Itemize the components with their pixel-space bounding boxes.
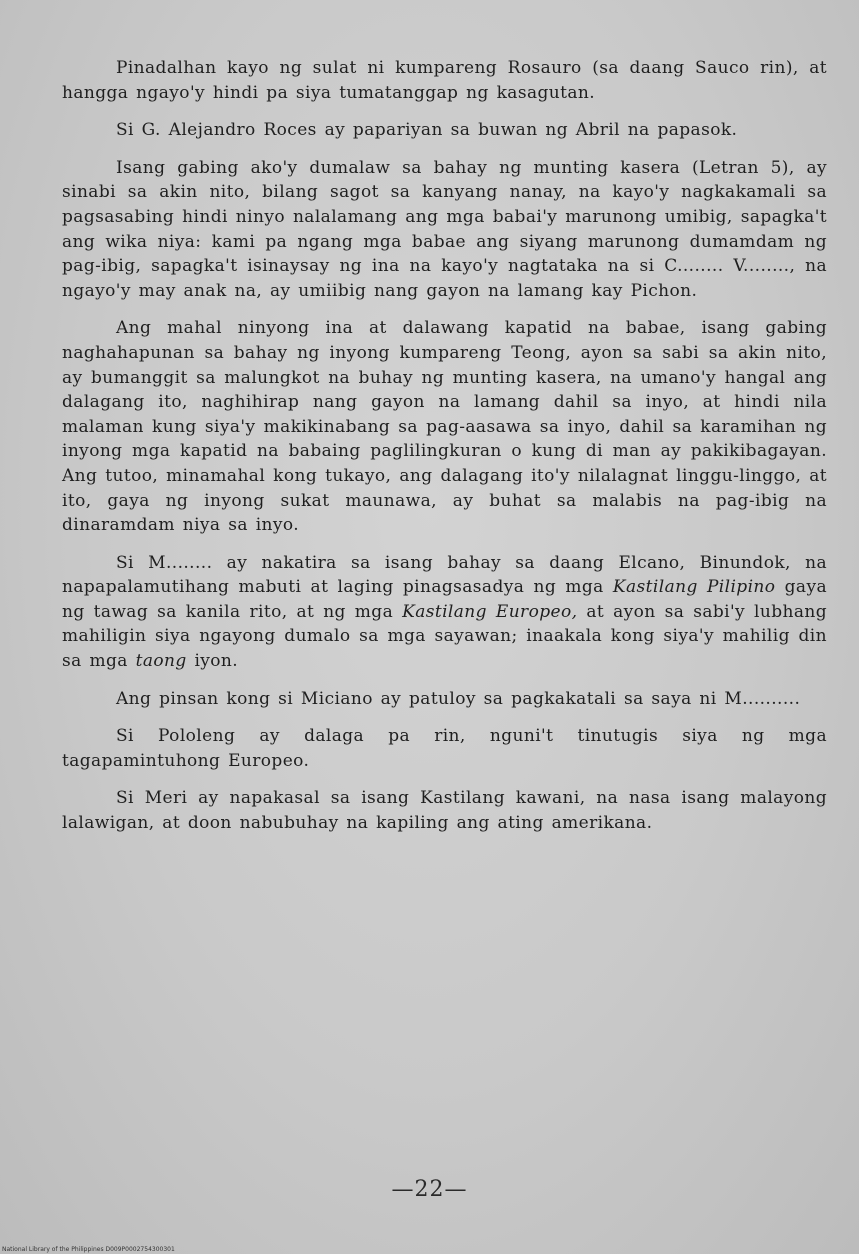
- text-segment: iyon.: [186, 651, 239, 672]
- footer-credit: National Library of the Philippines D009P0002754300301: [2, 1246, 175, 1253]
- paragraph: [62, 56, 827, 105]
- italic-text-segment: Kastilang Europeo,: [402, 601, 578, 622]
- text-segment: Ang pinsan kong si Miciano ay patuloy sa pagkakatali sa saya ni M..........: [116, 688, 801, 709]
- italic-text-segment: taong: [135, 651, 187, 672]
- page-number: —22—: [391, 1177, 468, 1202]
- paragraph: [62, 786, 827, 835]
- text-segment: Ang mahal ninyong ina at dalawang kapatid na babae, isang gabing naghahapunan sa bahay ng inyong kumpareng Teong, ayon sa sabi sa akin nito, ay bumanggit sa malungkot na buhay ng munting kasera, na umano'y hangal ang dalagang ito, naghihirap nang gayon na lamang dahil sa inyo, at hindi nila malaman kung siya'y makikinabang sa pag-aasawa sa inyo, dahil sa karamihan ng inyong mga kapatid na babaing paglilingkuran o kung di man ay pakikibagayan. Ang tutoo, minamahal kong tukayo, ang dalagang ito'y nilalagnat linggu-linggo, at ito, gaya ng inyong sukat maunawa, ay buhat sa malabis na pag-ibig na dinaramdam niya sa inyo.: [62, 318, 827, 536]
- text-segment: Si M........ ay nakatira sa isang bahay sa daang Elcano, Binundok, na napapalamutihang mabuti at laging pinagsasadya ng mga: [62, 552, 827, 598]
- text-segment: Si Meri ay napakasal sa isang Kastilang kawani, na nasa isang malayong lalawigan, at doon nabubuhay na kapiling ang ating amerikana.: [62, 788, 827, 834]
- paragraph: [62, 724, 827, 773]
- paragraph: [62, 118, 827, 143]
- paragraph: [62, 316, 827, 537]
- paragraph: [62, 687, 827, 712]
- paragraph: [62, 551, 827, 674]
- text-segment: gaya ng tawag sa kanila rito, at ng mga: [62, 577, 827, 622]
- paragraph: [62, 156, 827, 304]
- text-segment: Pinadalhan kayo ng sulat ni kumpareng Rosauro (sa daang Sauco rin), at hangga ngayo'y hindi pa siya tumatanggap ng kasagutan.: [62, 58, 827, 103]
- italic-text-segment: Kastilang Pilipino: [612, 577, 776, 598]
- text-segment: Si G. Alejandro Roces ay papariyan sa buwan ng Abril na papasok.: [116, 120, 738, 141]
- text-segment: Si Pololeng ay dalaga pa rin, nguni't tinutugis siya ng mga tagapamintuhong Europeo.: [62, 726, 827, 771]
- text-segment: at ayon sa sabi'y lubhang mahiligin siya ngayong dumalo sa mga sayawan; inaakala kong siya'y mahilig din sa mga: [62, 601, 827, 672]
- page-body-text: [62, 56, 827, 849]
- text-segment: Isang gabing ako'y dumalaw sa bahay ng munting kasera (Letran 5), ay sinabi sa akin nito, bilang sagot sa kanyang nanay, na kayo'y nagkakamali sa pagsasabing hindi ninyo nalalamang ang mga babai'y marunong umibig, sapagka't ang wika niya: kami pa ngang mga babae ang siyang marunong dumamdam ng pag-ibig, sapagka't isinaysay ng ina na kayo'y nagtataka na si C........ V........, na ngayo'y may anak na, ay umiibig nang gayon na lamang kay Pichon.: [62, 157, 827, 301]
